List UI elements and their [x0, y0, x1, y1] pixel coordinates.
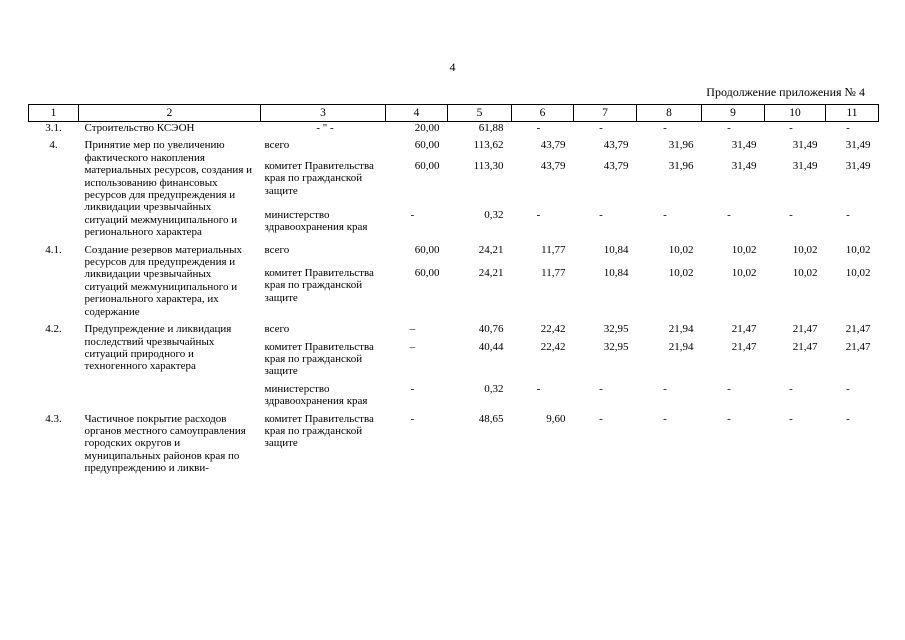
- measure-name: Частичное покрытие расходов органов местного самоуправления городских округов и муниципальных районов края по предупреждению и ликви-: [84, 412, 246, 475]
- value-cell-col-8: 31,96: [668, 159, 694, 172]
- value-cell-col-8: -: [663, 412, 667, 425]
- value-cell-col-9: 31,49: [731, 139, 757, 152]
- value-cell-col-11: 31,49: [845, 159, 871, 172]
- value-cell-col-5: 48,65: [478, 412, 504, 425]
- value-cell-col-9: -: [727, 122, 731, 134]
- column-number-header: [29, 105, 879, 122]
- value-cell-col-8: 31,96: [668, 139, 694, 152]
- table-row: [29, 413, 879, 480]
- funding-source: всего: [264, 323, 290, 336]
- value-cell-col-11: 21,47: [845, 323, 871, 336]
- value-cell-col-5: 0,32: [484, 208, 504, 221]
- value-cell-col-5: 24,21: [478, 243, 504, 256]
- value-cell-col-6: 43,79: [540, 159, 566, 172]
- column-header-4: 4: [386, 105, 448, 122]
- row-number: 4.2.: [45, 323, 62, 336]
- value-cell-col-6: 22,42: [540, 323, 566, 336]
- measure-name: Принятие мер по увеличению фактического накопления материальных ресурсов, создания и использованию финансовых ресурсов для предупреждения и ликвидации чрезвычайных ситуаций межмуниципального и регионального характера: [84, 139, 253, 239]
- row-number: 4.1.: [45, 243, 62, 256]
- table-row: [29, 122, 879, 140]
- column-header-8: 8: [637, 105, 702, 122]
- column-header-11: 11: [826, 105, 879, 122]
- value-cell-col-7: -: [599, 412, 603, 425]
- value-cell-col-8: -: [663, 208, 667, 221]
- funding-source: всего: [264, 243, 290, 256]
- value-cell-col-11: 21,47: [845, 340, 871, 353]
- value-cell-col-5: 40,76: [478, 323, 504, 336]
- value-cell-col-5: 61,88: [478, 122, 504, 134]
- value-cell-col-11: 10,02: [845, 266, 871, 279]
- value-cell-col-6: -: [536, 208, 541, 221]
- value-cell-col-8: 10,02: [668, 243, 694, 256]
- row-number: 4.: [49, 139, 58, 152]
- measure-name: Создание резервов материальных ресурсов для предупреждения и ликвидации чрезвычайных ситуаций межмуниципального и регионального характера, их содержание: [84, 243, 242, 318]
- column-header-2: 2: [79, 105, 261, 122]
- funding-source: комитет Правительства края по гражданской защите: [264, 340, 374, 378]
- table-row: [29, 244, 879, 267]
- row-number: 4.3.: [45, 412, 62, 425]
- value-cell-col-9: -: [727, 412, 731, 425]
- value-cell-col-7: -: [599, 208, 603, 221]
- measure-name: Предупреждение и ликвидация последствий чрезвычайных ситуаций природного и техногенного характера: [84, 323, 232, 373]
- column-header-7: 7: [574, 105, 637, 122]
- funding-source: комитет Правительства края по гражданской защите: [264, 266, 374, 304]
- value-cell-col-9: 21,47: [731, 340, 757, 353]
- value-cell-col-8: 10,02: [668, 266, 694, 279]
- value-cell-col-10: 31,49: [792, 159, 818, 172]
- funding-source: министерство здравоохранения края: [264, 382, 368, 408]
- value-cell-col-6: 9,60: [546, 412, 566, 425]
- value-cell-col-10: -: [789, 122, 793, 134]
- value-cell-col-8: -: [663, 382, 667, 395]
- funding-source: министерство здравоохранения края: [264, 208, 368, 234]
- value-cell-col-6: -: [536, 122, 541, 134]
- budget-table: [28, 104, 879, 480]
- value-cell-col-5: 113,62: [473, 139, 504, 152]
- value-cell-col-4: 60,00: [414, 139, 440, 152]
- value-cell-col-6: 22,42: [540, 340, 566, 353]
- value-cell-col-10: -: [789, 208, 793, 221]
- value-cell-col-6: 43,79: [540, 139, 566, 152]
- funding-source: всего: [264, 139, 290, 152]
- value-cell-col-4: 20,00: [414, 122, 440, 134]
- value-cell-col-5: 40,44: [478, 340, 504, 353]
- value-cell-col-11: -: [846, 208, 850, 221]
- value-cell-col-9: 31,49: [731, 159, 757, 172]
- value-cell-col-6: 11,77: [541, 243, 566, 256]
- value-cell-col-8: -: [663, 122, 667, 134]
- value-cell-col-7: 43,79: [603, 159, 629, 172]
- funding-source: комитет Правительства края по гражданской защите: [264, 159, 374, 197]
- column-header-3: 3: [261, 105, 386, 122]
- value-cell-col-5: 0,32: [484, 382, 504, 395]
- value-cell-col-7: -: [599, 122, 603, 134]
- appendix-continuation-label: Продолжение приложения № 4: [706, 85, 865, 99]
- value-cell-col-7: 10,84: [603, 266, 629, 279]
- value-cell-col-6: -: [536, 382, 541, 395]
- value-cell-col-10: -: [789, 382, 793, 395]
- value-cell-col-4: -: [410, 412, 415, 425]
- value-cell-col-7: 32,95: [603, 340, 629, 353]
- value-cell-col-10: 21,47: [792, 340, 818, 353]
- page-number: 4: [449, 60, 456, 74]
- value-cell-col-4: 60,00: [414, 243, 440, 256]
- value-cell-col-8: 21,94: [668, 340, 694, 353]
- value-cell-col-4: –: [409, 323, 416, 336]
- value-cell-col-9: 10,02: [731, 243, 757, 256]
- value-cell-col-11: -: [846, 122, 850, 134]
- table-body: [29, 122, 879, 480]
- value-cell-col-7: -: [599, 382, 603, 395]
- column-header-9: 9: [702, 105, 765, 122]
- value-cell-col-4: 60,00: [414, 266, 440, 279]
- column-header-6: 6: [512, 105, 574, 122]
- value-cell-col-9: -: [727, 208, 731, 221]
- value-cell-col-9: 10,02: [731, 266, 757, 279]
- funding-source: - " -: [316, 122, 334, 134]
- value-cell-col-11: -: [846, 412, 850, 425]
- value-cell-col-11: 31,49: [845, 139, 871, 152]
- value-cell-col-7: 43,79: [603, 139, 629, 152]
- value-cell-col-9: -: [727, 382, 731, 395]
- value-cell-col-4: –: [409, 340, 416, 353]
- value-cell-col-7: 10,84: [603, 243, 629, 256]
- table-row: [29, 323, 879, 340]
- measure-name: Строительство КСЭОН: [84, 122, 195, 134]
- value-cell-col-4: -: [410, 208, 415, 221]
- row-number: 3.1.: [45, 122, 62, 134]
- value-cell-col-11: -: [846, 382, 850, 395]
- value-cell-col-5: 113,30: [473, 159, 504, 172]
- column-header-10: 10: [765, 105, 826, 122]
- table-row: [29, 139, 879, 159]
- value-cell-col-4: 60,00: [414, 159, 440, 172]
- funding-source: комитет Правительства края по гражданской защите: [264, 412, 374, 450]
- value-cell-col-11: 10,02: [845, 243, 871, 256]
- value-cell-col-8: 21,94: [668, 323, 694, 336]
- column-header-1: 1: [29, 105, 79, 122]
- value-cell-col-6: 11,77: [541, 266, 566, 279]
- value-cell-col-10: 21,47: [792, 323, 818, 336]
- value-cell-col-7: 32,95: [603, 323, 629, 336]
- column-header-5: 5: [448, 105, 512, 122]
- value-cell-col-10: 10,02: [792, 266, 818, 279]
- value-cell-col-10: 31,49: [792, 139, 818, 152]
- value-cell-col-5: 24,21: [478, 266, 504, 279]
- value-cell-col-10: 10,02: [792, 243, 818, 256]
- value-cell-col-4: -: [410, 382, 415, 395]
- value-cell-col-10: -: [789, 412, 793, 425]
- value-cell-col-9: 21,47: [731, 323, 757, 336]
